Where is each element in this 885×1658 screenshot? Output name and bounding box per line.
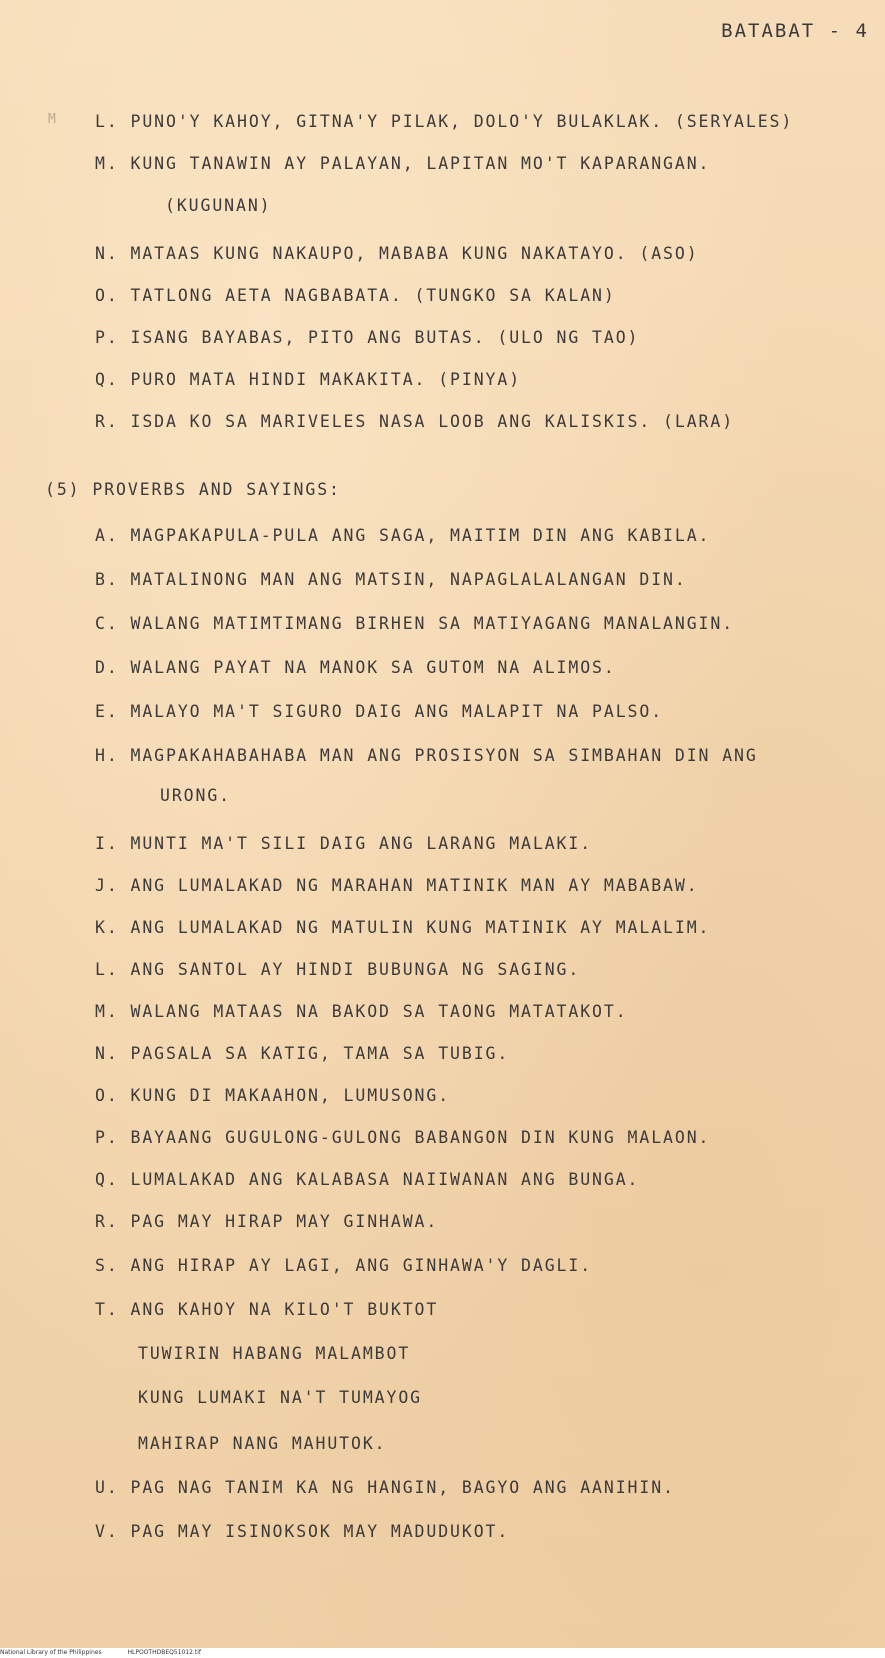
riddle-line-m xyxy=(95,154,710,173)
item-letter: L. xyxy=(95,112,119,131)
riddle-line-m-answer xyxy=(165,196,272,215)
item-letter: B. xyxy=(95,570,119,589)
item-text: ISDA KO SA MARIVELES NASA LOOB ANG KALISKIS. (LARA) xyxy=(130,412,735,431)
item-text: MUNTI MA'T SILI DAIG ANG LARANG MALAKI. xyxy=(130,834,593,853)
item-text: KUNG LUMAKI NA'T TUMAYOG xyxy=(138,1388,423,1407)
item-text: PURO MATA HINDI MAKAKITA. (PINYA) xyxy=(130,370,522,389)
item-text: PAG MAY HIRAP MAY GINHAWA. xyxy=(130,1212,439,1231)
section-number: (5) xyxy=(45,480,81,499)
item-text: PAG MAY ISINOKSOK MAY MADUDUKOT. xyxy=(130,1522,510,1541)
item-letter: C. xyxy=(95,614,119,633)
proverb-line-t-verse-3 xyxy=(138,1388,422,1407)
item-letter: M. xyxy=(95,1002,119,1021)
item-letter: S. xyxy=(95,1256,119,1275)
item-text: PAGSALA SA KATIG, TAMA SA TUBIG. xyxy=(130,1044,510,1063)
item-letter: P. xyxy=(95,1128,119,1147)
item-text: MALAYO MA'T SIGURO DAIG ANG MALAPIT NA PALSO. xyxy=(130,702,664,721)
item-text: WALANG MATIMTIMANG BIRHEN SA MATIYAGANG MANALANGIN. xyxy=(130,614,735,633)
riddle-line-q xyxy=(95,370,521,389)
item-letter: P. xyxy=(95,328,119,347)
item-text: ANG HIRAP AY LAGI, ANG GINHAWA'Y DAGLI. xyxy=(130,1256,593,1275)
proverb-line-k xyxy=(95,918,710,937)
margin-mark: M xyxy=(48,112,56,127)
proverb-line-t-verse-4 xyxy=(138,1434,387,1453)
riddle-line-r xyxy=(95,412,734,431)
item-letter: I. xyxy=(95,834,119,853)
item-letter: N. xyxy=(95,244,119,263)
item-text: ISANG BAYABAS, PITO ANG BUTAS. (ULO NG TAO) xyxy=(130,328,640,347)
item-letter: O. xyxy=(95,286,119,305)
item-letter: J. xyxy=(95,876,119,895)
proverb-line-i xyxy=(95,834,592,853)
proverb-line-a xyxy=(95,526,710,545)
item-letter: M. xyxy=(95,154,119,173)
item-text: TATLONG AETA NAGBABATA. (TUNGKO SA KALAN) xyxy=(130,286,616,305)
item-letter: V. xyxy=(95,1522,119,1541)
item-text: PAG NAG TANIM KA NG HANGIN, BAGYO ANG AANIHIN. xyxy=(130,1478,675,1497)
item-letter: K. xyxy=(95,918,119,937)
proverb-line-h-continued xyxy=(160,786,231,805)
item-text: MATALINONG MAN ANG MATSIN, NAPAGLALALANGAN DIN. xyxy=(130,570,687,589)
footer-file: HLPOOTHDBEQ51012.tif xyxy=(127,1649,201,1656)
item-text: WALANG MATAAS NA BAKOD SA TAONG MATATAKOT. xyxy=(130,1002,628,1021)
section-title: PROVERBS AND SAYINGS: xyxy=(92,480,341,499)
proverb-line-h xyxy=(95,746,758,765)
section-heading xyxy=(45,480,341,499)
item-letter: H. xyxy=(95,746,119,765)
item-text: ANG SANTOL AY HINDI BUBUNGA NG SAGING. xyxy=(130,960,581,979)
item-text: KUNG DI MAKAAHON, LUMUSONG. xyxy=(130,1086,451,1105)
item-letter: U. xyxy=(95,1478,119,1497)
item-text: MATAAS KUNG NAKAUPO, MABABA KUNG NAKATAYO. (ASO) xyxy=(130,244,699,263)
scan-footer xyxy=(0,1648,885,1658)
item-text: BAYAANG GUGULONG-GULONG BABANGON DIN KUNG MALAON. xyxy=(130,1128,711,1147)
proverb-line-d xyxy=(95,658,616,677)
item-letter: A. xyxy=(95,526,119,545)
footer-library: National Library of the Philippines xyxy=(0,1649,102,1656)
item-text: MAGPAKAPULA-PULA ANG SAGA, MAITIM DIN ANG KABILA. xyxy=(130,526,711,545)
proverb-line-b xyxy=(95,570,687,589)
item-text: ANG LUMALAKAD NG MATULIN KUNG MATINIK AY MALALIM. xyxy=(130,918,711,937)
proverb-line-c xyxy=(95,614,734,633)
proverb-line-t xyxy=(95,1300,438,1319)
item-text: (KUGUNAN) xyxy=(165,196,272,215)
item-text: ANG LUMALAKAD NG MARAHAN MATINIK MAN AY MABABAW. xyxy=(130,876,699,895)
item-text: PUNO'Y KAHOY, GITNA'Y PILAK, DOLO'Y BULAKLAK. (SERYALES) xyxy=(130,112,794,131)
proverb-line-r xyxy=(95,1212,438,1231)
riddle-line-o xyxy=(95,286,616,305)
proverb-line-u xyxy=(95,1478,675,1497)
riddle-line-n xyxy=(95,244,699,263)
item-letter: E. xyxy=(95,702,119,721)
proverb-line-t-verse-2 xyxy=(138,1344,410,1363)
proverb-line-l xyxy=(95,960,580,979)
item-letter: R. xyxy=(95,1212,119,1231)
item-text: URONG. xyxy=(160,786,232,805)
item-letter: L. xyxy=(95,960,119,979)
proverb-line-v xyxy=(95,1522,509,1541)
item-text: TUWIRIN HABANG MALAMBOT xyxy=(138,1344,411,1363)
item-letter: R. xyxy=(95,412,119,431)
proverb-line-n xyxy=(95,1044,509,1063)
proverb-line-q xyxy=(95,1170,639,1189)
item-letter: Q. xyxy=(95,1170,119,1189)
proverb-line-m xyxy=(95,1002,628,1021)
page-header: BATABAT - 4 xyxy=(721,20,869,42)
riddle-line-l xyxy=(95,112,793,131)
item-text: MAGPAKAHABAHABA MAN ANG PROSISYON SA SIMBAHAN DIN ANG xyxy=(130,746,758,765)
item-text: KUNG TANAWIN AY PALAYAN, LAPITAN MO'T KAPARANGAN. xyxy=(130,154,711,173)
proverb-line-p xyxy=(95,1128,710,1147)
item-letter: D. xyxy=(95,658,119,677)
item-letter: Q. xyxy=(95,370,119,389)
proverb-line-j xyxy=(95,876,699,895)
item-letter: T. xyxy=(95,1300,119,1319)
proverb-line-o xyxy=(95,1086,450,1105)
proverb-line-e xyxy=(95,702,663,721)
proverb-line-s xyxy=(95,1256,592,1275)
item-letter: N. xyxy=(95,1044,119,1063)
riddle-line-p xyxy=(95,328,639,347)
item-text: MAHIRAP NANG MAHUTOK. xyxy=(138,1434,387,1453)
item-letter: O. xyxy=(95,1086,119,1105)
item-text: LUMALAKAD ANG KALABASA NAIIWANAN ANG BUNGA. xyxy=(130,1170,640,1189)
item-text: ANG KAHOY NA KILO'T BUKTOT xyxy=(130,1300,439,1319)
item-text: WALANG PAYAT NA MANOK SA GUTOM NA ALIMOS. xyxy=(130,658,616,677)
